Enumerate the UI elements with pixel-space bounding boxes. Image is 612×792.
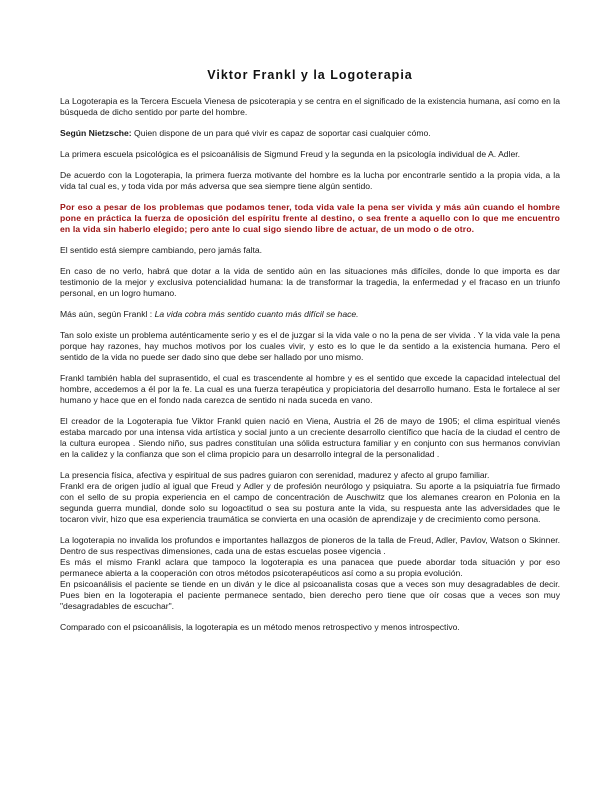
frankl-quote: La vida cobra más sentido cuanto más difícil se hace. bbox=[154, 309, 359, 319]
paragraph-schools: La primera escuela psicológica es el psicoanálisis de Sigmund Freud y la segunda en la psicología individual de A. Adler. bbox=[60, 149, 521, 159]
paragraph-invalidate: La logoterapia no invalida los profundos e importantes hallazgos de pioneros de la talla de Freud, Adler, Pavlov, Watson o Skinner. Dentro de sus respectivas dimensiones, cada una de estas escuelas posee vigencia . bbox=[60, 535, 560, 556]
paragraph-origin: Frankl era de origen judío al igual que Freud y Adler y de profesión neurólogo y psiquiatra. Su aporte a la psiquiatría fue firmado con el sello de su propia experiencia en el campo de concentración de Auschwitz que los alemanes crearon en Polonia en la segunda guerra mundial, donde solo su logoactitud o sea su postura ante la vida, su respuesta ante las adversidades que le tocaron vivir, hizo que esa experiencia traumática se convierta en una ocasión de aprendizaje y de crecimiento como persona. bbox=[60, 481, 560, 524]
document-title: Viktor Frankl y la Logoterapia bbox=[207, 68, 413, 82]
paragraph-nietzsche bbox=[60, 128, 560, 139]
nietzsche-quote: Quien dispone de un para qué vivir es capaz de soportar casi cualquier cómo. bbox=[134, 128, 431, 138]
paragraph-presence: La presencia física, afectiva y espiritual de sus padres guiaron con serenidad, madurez y afecto al grupo familiar. bbox=[60, 470, 490, 480]
frankl-label: Más aún, según Frankl : bbox=[60, 309, 153, 319]
paragraph-problem: Tan solo existe un problema auténticamente serio y es el de juzgar si la vida vale o no la pena de ser vivida . Y la vida vale la pena porque hay razones, hay muchos motivos por los cuales vivir, y esto es lo que le da sentido a la existencia humana. Pero el sentido de la vida no puede ser dado sino que debe ser hallado por uno mismo. bbox=[60, 330, 560, 362]
paragraph-suprasentido: Frankl también habla del suprasentido, el cual es trascendente al hombre y es el sentido que excede la capacidad intelectual del hombre, accedemos a él por la fe. La cual es una fuerza terapéutica y propiciatoria del desarrollo humano. Esta le fortalece al ser humano y hace que en el fondo nada carezca de sentido ni nada suceda en vano. bbox=[60, 373, 560, 405]
paragraph-creator: El creador de la Logoterapia fue Viktor Frankl quien nació en Viena, Austria el 26 de mayo de 1905; el clima espiritual vienés estaba marcado por una intensa vida artística y social junto a un creciente desarrollo científico que hacía de la ciudad el centro de la cultura europea . Siendo niño, sus padres constituían una sólida estructura familiar y en conjunto con sus hermanos convivían en la calidez y la confianza que son el clima propicio para un desarrollo integral de la personalidad . bbox=[60, 416, 560, 459]
paragraph-emphasis: Por eso a pesar de los problemas que podamos tener, toda vida vale la pena ser vivida y más aún cuando el hombre pone en práctica la fuerza de oposición del espíritu frente al destino, o sea frente a aquello con lo que me encuentro en la vida sin haberlo elegido; pero ante lo cual sigo siendo libre de actuar, de un modo o de otro. bbox=[60, 202, 560, 234]
paragraph-frankl-quote bbox=[60, 309, 560, 320]
nietzsche-label: Según Nietzsche: bbox=[60, 128, 132, 138]
paragraph-intro: La Logoterapia es la Tercera Escuela Vienesa de psicoterapia y se centra en el significado de la existencia humana, así como en la búsqueda de dicho sentido por parte del hombre. bbox=[60, 96, 560, 117]
paragraph-panacea: Es más el mismo Frankl aclara que tampoco la logoterapia es una panacea que puede abordar toda situación y por eso permanece abierta a la cooperación con otros métodos psicoterapéuticos así como a su propia evolución. bbox=[60, 557, 560, 578]
paragraph-motivation: De acuerdo con la Logoterapia, la primera fuerza motivante del hombre es la lucha por encontrarle sentido a la propia vida, a la vida tal cual es, y toda vida por más adversa que sea siempre tiene algún sentido. bbox=[60, 170, 560, 191]
paragraph-compared: Comparado con el psicoanálisis, la logoterapia es un método menos retrospectivo y menos introspectivo. bbox=[60, 622, 460, 632]
paragraph-difficult: En caso de no verlo, habrá que dotar a la vida de sentido aún en las situaciones más difíciles, donde lo que importa es dar testimonio de la mejor y exclusiva potencialidad humana: la de transformar la tragedia, la enfermedad y el fracaso en un triunfo personal, en un logro humano. bbox=[60, 266, 560, 298]
paragraph-divan: En psicoanálisis el paciente se tiende en un diván y le dice al psicoanalista cosas que a veces son muy desagradables de decir. Pues bien en la logoterapia el paciente permanece sentado, bien derecho pero tiene que oír cosas que a veces son muy "desagradables de escuchar". bbox=[60, 579, 560, 611]
paragraph-changing: El sentido está siempre cambiando, pero jamás falta. bbox=[60, 245, 263, 255]
